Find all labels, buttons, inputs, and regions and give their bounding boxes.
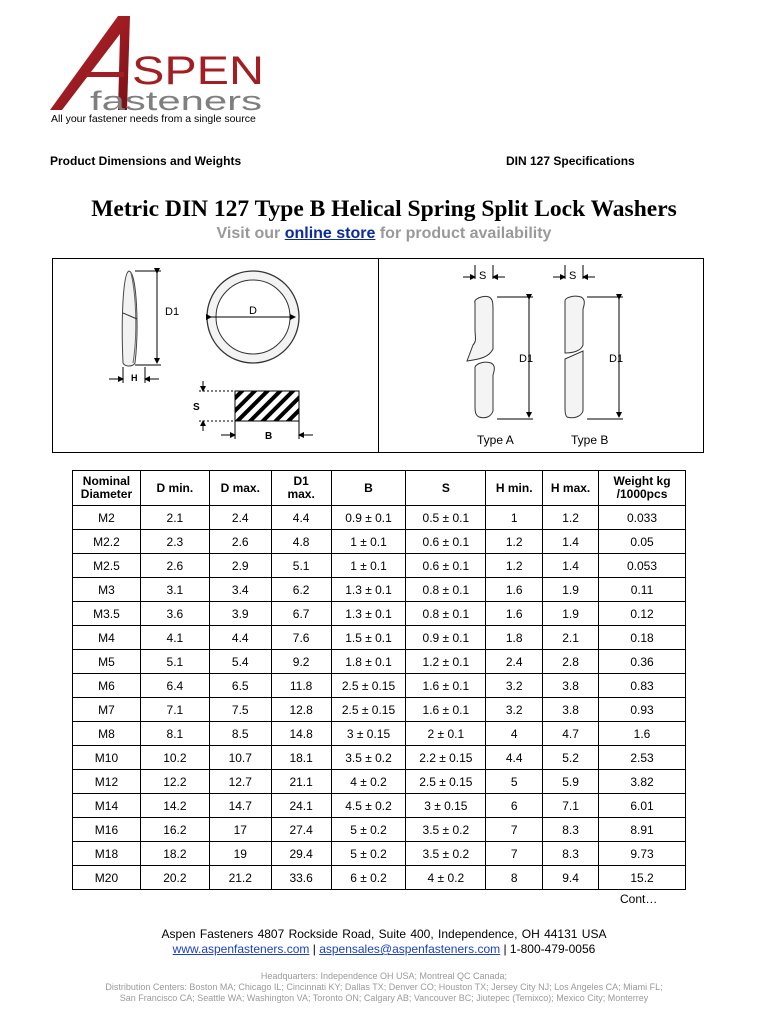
table-row xyxy=(73,530,686,554)
table-row xyxy=(73,506,686,530)
table-cell: M14 xyxy=(73,794,141,818)
table-cell: M18 xyxy=(73,842,141,866)
table-cell: 0.11 xyxy=(599,578,686,602)
table-cell: 3.8 xyxy=(543,698,599,722)
table-cell: 1 ± 0.1 xyxy=(331,530,406,554)
label-s-type-b: S xyxy=(569,270,577,282)
type-b-label: Type B xyxy=(571,433,609,447)
footer-hq: Headquarters: Independence OH USA; Montreal QC Canada; xyxy=(260,971,508,981)
table-cell: 2.4 xyxy=(209,506,271,530)
table-cell: 1 ± 0.1 xyxy=(331,554,406,578)
table-cell: 3.5 ± 0.2 xyxy=(406,818,486,842)
table-cell: 0.033 xyxy=(599,506,686,530)
table-row xyxy=(73,842,686,866)
table-cell: 6.4 xyxy=(140,674,209,698)
table-cell: 2.4 xyxy=(486,650,543,674)
top-view xyxy=(207,271,299,363)
table-cell: 4.4 xyxy=(209,626,271,650)
table-cell: 15.2 xyxy=(599,866,686,890)
footer-sep: | xyxy=(309,942,320,956)
type-b-view xyxy=(553,265,623,419)
column-header: H max. xyxy=(543,471,599,506)
label-d1-side: D1 xyxy=(165,306,180,318)
column-header: Nominal Diameter xyxy=(73,471,141,506)
table-cell: 0.5 ± 0.1 xyxy=(406,506,486,530)
logo-word: SPEN xyxy=(132,49,264,93)
table-cell: 0.8 ± 0.1 xyxy=(406,578,486,602)
table-cell: M4 xyxy=(73,626,141,650)
table-cell: 19 xyxy=(209,842,271,866)
table-row xyxy=(73,722,686,746)
column-header: S xyxy=(406,471,486,506)
table-cell: 24.1 xyxy=(271,794,331,818)
table-cell: 2.6 xyxy=(140,554,209,578)
table-cell: 2.1 xyxy=(543,626,599,650)
website-link[interactable]: www.aspenfasteners.com xyxy=(172,942,310,956)
table-cell: 14.7 xyxy=(209,794,271,818)
table-cell: 4 ± 0.2 xyxy=(331,770,406,794)
table-cell: 14.8 xyxy=(271,722,331,746)
table-cell: 7 xyxy=(486,818,543,842)
table-row xyxy=(73,674,686,698)
table-row xyxy=(73,746,686,770)
table-cell: 0.05 xyxy=(599,530,686,554)
table-row xyxy=(73,578,686,602)
table-cell: 1.8 ± 0.1 xyxy=(331,650,406,674)
label-d1-type-b: D1 xyxy=(609,353,624,365)
table-cell: 5.1 xyxy=(140,650,209,674)
table-cell: M10 xyxy=(73,746,141,770)
table-row xyxy=(73,794,686,818)
table-cell: 0.053 xyxy=(599,554,686,578)
table-cell: 8.3 xyxy=(543,818,599,842)
subtitle-before: Visit our xyxy=(216,225,285,242)
footer-address: Aspen Fasteners 4807 Rockside Road, Suite 400, Independence, OH 44131 USA xyxy=(161,927,607,941)
table-cell: 20.2 xyxy=(140,866,209,890)
footer-phone: | 1-800-479-0056 xyxy=(500,942,596,956)
table-cell: 4.5 ± 0.2 xyxy=(331,794,406,818)
subtitle-after: for product availability xyxy=(375,225,552,242)
table-cell: 1.6 xyxy=(599,722,686,746)
table-cell: 3.4 xyxy=(209,578,271,602)
table-cell: 17 xyxy=(209,818,271,842)
store-subtitle xyxy=(0,225,768,243)
table-cell: 6 xyxy=(486,794,543,818)
table-cell: 4 xyxy=(486,722,543,746)
column-header: B xyxy=(331,471,406,506)
header-din-spec: DIN 127 Specifications xyxy=(506,154,635,168)
table-cell: 9.2 xyxy=(271,650,331,674)
table-cell: 1.4 xyxy=(543,554,599,578)
table-cell: 0.6 ± 0.1 xyxy=(406,554,486,578)
table-cell: 0.9 ± 0.1 xyxy=(406,626,486,650)
table-cell: 2.5 ± 0.15 xyxy=(331,698,406,722)
column-header: D1 max. xyxy=(271,471,331,506)
table-cell: 2.6 xyxy=(209,530,271,554)
label-b: B xyxy=(265,431,273,442)
table-cell: 5 ± 0.2 xyxy=(331,818,406,842)
type-a-view xyxy=(463,265,533,419)
table-cell: 5 xyxy=(486,770,543,794)
table-cell: 3 ± 0.15 xyxy=(331,722,406,746)
table-cell: M8 xyxy=(73,722,141,746)
table-cell: 4.8 xyxy=(271,530,331,554)
table-cell: 3.5 ± 0.2 xyxy=(331,746,406,770)
table-cell: M2 xyxy=(73,506,141,530)
table-cell: 4.1 xyxy=(140,626,209,650)
washer-drawing xyxy=(53,259,705,454)
table-cell: 2.1 xyxy=(140,506,209,530)
label-s-type-a: S xyxy=(479,270,487,282)
table-cell: 12.7 xyxy=(209,770,271,794)
table-cell: 4.4 xyxy=(271,506,331,530)
table-cell: 3.1 xyxy=(140,578,209,602)
table-cell: 9.73 xyxy=(599,842,686,866)
table-cell: 6.01 xyxy=(599,794,686,818)
table-cell: 18.2 xyxy=(140,842,209,866)
table-cell: 12.8 xyxy=(271,698,331,722)
table-header-row xyxy=(73,471,686,506)
table-cell: 7.1 xyxy=(140,698,209,722)
table-cell: 5.4 xyxy=(209,650,271,674)
table-row xyxy=(73,602,686,626)
table-cell: M5 xyxy=(73,650,141,674)
table-cell: 1.4 xyxy=(543,530,599,554)
table-cell: 1.6 xyxy=(486,602,543,626)
table-cell: 2.5 ± 0.15 xyxy=(406,770,486,794)
table-cell: 1.8 xyxy=(486,626,543,650)
table-cell: 6.5 xyxy=(209,674,271,698)
table-cell: 18.1 xyxy=(271,746,331,770)
table-cell: 6.7 xyxy=(271,602,331,626)
table-cell: 0.83 xyxy=(599,674,686,698)
table-cell: 29.4 xyxy=(271,842,331,866)
table-cell: 8.3 xyxy=(543,842,599,866)
header-product-dimensions: Product Dimensions and Weights xyxy=(50,154,242,168)
table-cell: 5.9 xyxy=(543,770,599,794)
table-cell: M3 xyxy=(73,578,141,602)
table-cell: 7.6 xyxy=(271,626,331,650)
footer-contact xyxy=(0,942,768,956)
table-cell: 16.2 xyxy=(140,818,209,842)
table-cell: 5.1 xyxy=(271,554,331,578)
table-cell: 0.12 xyxy=(599,602,686,626)
table-cell: 8.91 xyxy=(599,818,686,842)
table-cell: M16 xyxy=(73,818,141,842)
email-link[interactable]: aspensales@aspenfasteners.com xyxy=(319,942,501,956)
column-header: H min. xyxy=(486,471,543,506)
table-row xyxy=(73,770,686,794)
table-cell: 2 ± 0.1 xyxy=(406,722,486,746)
table-cell: 10.2 xyxy=(140,746,209,770)
table-cell: 3 ± 0.15 xyxy=(406,794,486,818)
column-header: Weight kg /1000pcs xyxy=(599,471,686,506)
table-cell: 1.9 xyxy=(543,578,599,602)
table-cell: 4.7 xyxy=(543,722,599,746)
table-cell: 1.2 xyxy=(486,554,543,578)
table-cell: 7 xyxy=(486,842,543,866)
table-cell: 2.5 ± 0.15 xyxy=(331,674,406,698)
table-cell: 2.8 xyxy=(543,650,599,674)
footer-dist-2: San Francisco CA; Seattle WA; Washington VA; Toronto ON; Calgary AB; Vancouver BC; Jiutepec (Temixco); Mexico City; Monterrey xyxy=(119,993,649,1003)
label-h: H xyxy=(131,373,138,383)
table-cell: 2.2 ± 0.15 xyxy=(406,746,486,770)
table-cell: 6 ± 0.2 xyxy=(331,866,406,890)
table-cell: 2.53 xyxy=(599,746,686,770)
table-cell: 5.2 xyxy=(543,746,599,770)
table-cell: M2.5 xyxy=(73,554,141,578)
table-cell: 1.2 ± 0.1 xyxy=(406,650,486,674)
table-row xyxy=(73,818,686,842)
tagline: All your fastener needs from a single source xyxy=(51,113,256,125)
table-cell: 1.2 xyxy=(486,530,543,554)
table-cell: 21.1 xyxy=(271,770,331,794)
aspen-fasteners-logo xyxy=(48,14,278,118)
table-cell: 1.6 ± 0.1 xyxy=(406,698,486,722)
table-cell: 11.8 xyxy=(271,674,331,698)
table-cell: 0.36 xyxy=(599,650,686,674)
table-cell: 4.4 xyxy=(486,746,543,770)
footer-locations xyxy=(0,971,768,1004)
table-cell: 8.5 xyxy=(209,722,271,746)
label-d: D xyxy=(249,305,257,317)
table-cell: 5 ± 0.2 xyxy=(331,842,406,866)
table-cell: 4 ± 0.2 xyxy=(406,866,486,890)
table-cell: 6.2 xyxy=(271,578,331,602)
table-row xyxy=(73,698,686,722)
table-cell: 2.9 xyxy=(209,554,271,578)
table-cell: 14.2 xyxy=(140,794,209,818)
table-cell: M12 xyxy=(73,770,141,794)
table-row xyxy=(73,626,686,650)
table-cell: 1.6 ± 0.1 xyxy=(406,674,486,698)
table-cell: 7.5 xyxy=(209,698,271,722)
table-body xyxy=(73,506,686,890)
table-cell: M7 xyxy=(73,698,141,722)
table-cell: 12.2 xyxy=(140,770,209,794)
table-cell: 0.18 xyxy=(599,626,686,650)
column-header: D min. xyxy=(140,471,209,506)
table-cell: 0.9 ± 0.1 xyxy=(331,506,406,530)
table-cell: 8 xyxy=(486,866,543,890)
table-cell: 3.8 xyxy=(543,674,599,698)
table-cell: 1.3 ± 0.1 xyxy=(331,578,406,602)
table-cell: 3.2 xyxy=(486,698,543,722)
table-cell: 3.6 xyxy=(140,602,209,626)
logo-sub: fasteners xyxy=(90,86,262,116)
continued-label: Cont… xyxy=(620,892,658,906)
table-cell: 1.9 xyxy=(543,602,599,626)
table-row xyxy=(73,650,686,674)
column-header: D max. xyxy=(209,471,271,506)
table-cell: 21.2 xyxy=(209,866,271,890)
section-view xyxy=(199,381,313,439)
table-cell: 27.4 xyxy=(271,818,331,842)
table-cell: M2.2 xyxy=(73,530,141,554)
table-cell: 0.8 ± 0.1 xyxy=(406,602,486,626)
table-cell: 2.3 xyxy=(140,530,209,554)
page-title: Metric DIN 127 Type B Helical Spring Split Lock Washers xyxy=(91,196,677,222)
table-cell: 1 xyxy=(486,506,543,530)
side-view xyxy=(109,271,161,383)
table-cell: 10.7 xyxy=(209,746,271,770)
spec-table xyxy=(72,470,686,890)
table-cell: 33.6 xyxy=(271,866,331,890)
table-cell: 3.5 ± 0.2 xyxy=(406,842,486,866)
table-cell: 0.6 ± 0.1 xyxy=(406,530,486,554)
table-cell: M3.5 xyxy=(73,602,141,626)
footer-dist-1: Distribution Centers: Boston MA; Chicago IL; Cincinnati KY; Dallas TX; Denver CO; Houston TX; Jersey City NJ; Los Angeles CA; Miami FL; xyxy=(105,982,663,992)
table-row xyxy=(73,866,686,890)
table-row xyxy=(73,554,686,578)
table-cell: 7.1 xyxy=(543,794,599,818)
table-cell: 9.4 xyxy=(543,866,599,890)
table-cell: 8.1 xyxy=(140,722,209,746)
table-cell: 1.3 ± 0.1 xyxy=(331,602,406,626)
table-cell: 3.82 xyxy=(599,770,686,794)
table-cell: 1.2 xyxy=(543,506,599,530)
table-cell: 1.5 ± 0.1 xyxy=(331,626,406,650)
table-cell: 1.6 xyxy=(486,578,543,602)
table-cell: 3.9 xyxy=(209,602,271,626)
label-s: S xyxy=(193,402,200,413)
label-d1-type-a: D1 xyxy=(519,353,534,365)
type-a-label: Type A xyxy=(477,433,514,447)
washer-diagram xyxy=(52,258,704,453)
table-cell: 3.2 xyxy=(486,674,543,698)
table-cell: M20 xyxy=(73,866,141,890)
online-store-link[interactable]: online store xyxy=(284,225,376,242)
table-cell: M6 xyxy=(73,674,141,698)
table-cell: 0.93 xyxy=(599,698,686,722)
